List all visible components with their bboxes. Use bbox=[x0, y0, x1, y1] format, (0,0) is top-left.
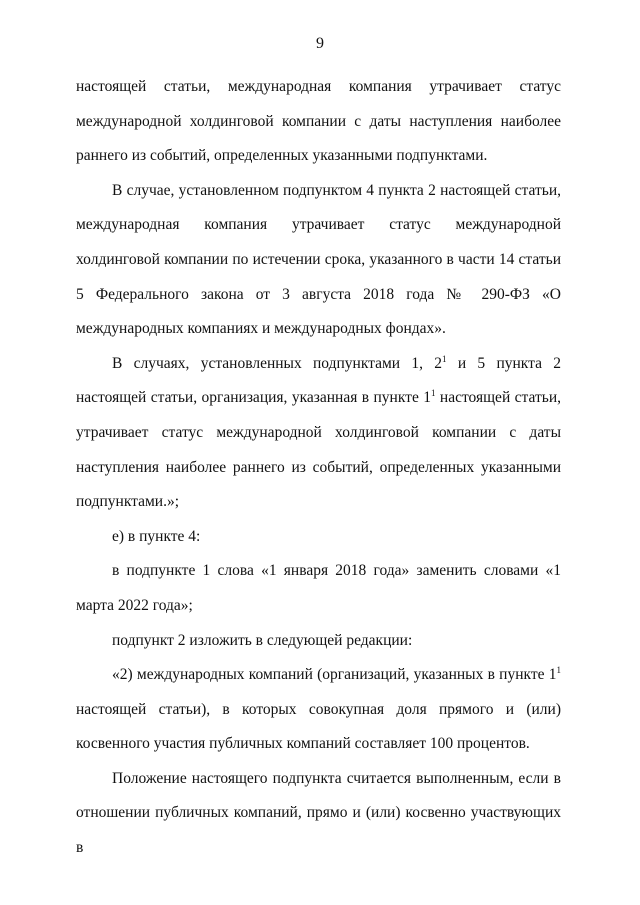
text-fragment: В случаях, установленных подпунктами 1, 2 bbox=[112, 354, 443, 372]
superscript: 1 bbox=[442, 353, 447, 364]
text-fragment: настоящей статьи, утрачивает статус международной холдинговой компании с даты наступления наиболее раннего из событий, определенных указанными подпунктами.»; bbox=[76, 389, 561, 511]
paragraph-subparagraph-1-change: в подпункте 1 слова «1 января 2018 года» заменить словами «1 марта 2022 года»; bbox=[76, 562, 561, 614]
paragraph-continuation: настоящей статьи, международная компания утрачивает статус международной холдинговой компании с даты наступления наиболее раннего из событий, определенных указанными подпунктами. bbox=[76, 78, 561, 165]
text-fragment: и 5 пункта 2 настоящей статьи, организация, указанная в пункте 1 bbox=[76, 354, 561, 407]
superscript: 1 bbox=[431, 388, 436, 399]
page-number: 9 bbox=[316, 35, 324, 52]
paragraph-provision: Положение настоящего подпункта считается выполненным, если в отношении публичных компаний, прямо и (или) косвенно участвующих в bbox=[76, 769, 561, 857]
superscript: 1 bbox=[556, 665, 561, 676]
document-body bbox=[76, 70, 561, 866]
paragraph-case-subparagraph-4: В случае, установленном подпунктом 4 пункта 2 настоящей статьи, международная компания утрачивает статус международной холдинговой компании по истечении срока, указанного в части 14 статьи 5 Федерального закона от 3 августа 2018 года № 290-ФЗ «О международных компаниях и международных фондах». bbox=[76, 181, 561, 338]
text-fragment: настоящей статьи), в которых совокупная доля прямого и (или) косвенного участия публичных компаний составляет 100 процентов. bbox=[76, 700, 561, 753]
paragraph-subparagraph-2-intro: подпункт 2 изложить в следующей редакции: bbox=[112, 631, 413, 649]
text-fragment: «2) международных компаний (организаций, указанных в пункте 1 bbox=[112, 666, 557, 684]
paragraph-item-e: е) в пункте 4: bbox=[112, 527, 201, 545]
paragraph-cases-subparagraphs bbox=[76, 347, 561, 520]
paragraph-subparagraph-2-text bbox=[76, 658, 561, 762]
